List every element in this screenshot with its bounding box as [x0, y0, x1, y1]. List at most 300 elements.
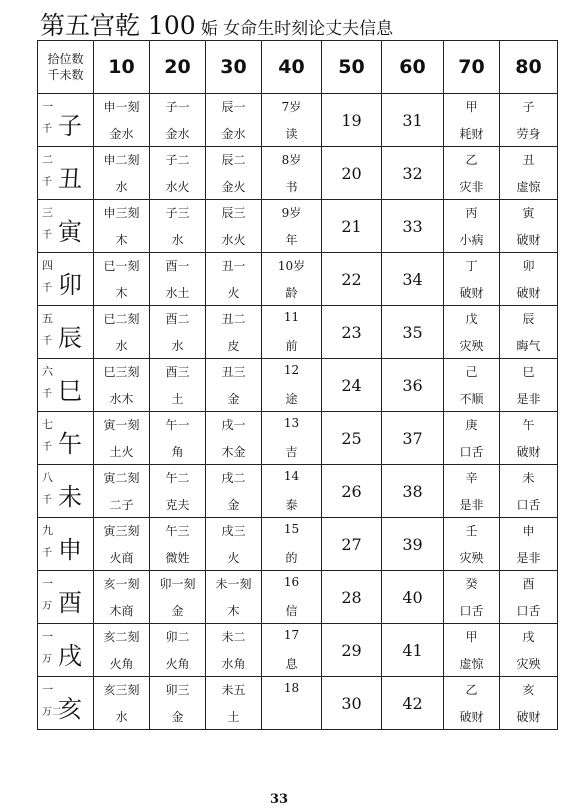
row-unit: 千	[42, 124, 52, 135]
cell-bottom: 火	[227, 286, 240, 300]
row-header	[38, 518, 94, 571]
row-number: 一	[42, 630, 53, 643]
cell-bottom: 金	[171, 604, 184, 618]
row-number: 四	[42, 259, 53, 272]
cell-top: 15	[283, 522, 300, 536]
corner-header: 拾位数 千未数	[38, 41, 94, 94]
cell-c50: 24	[322, 359, 382, 412]
row-unit: 千	[42, 177, 52, 188]
cell-bottom: 灾殃	[516, 657, 541, 671]
cell-top: 亥二刻	[103, 630, 140, 644]
cell-top: 辛	[465, 471, 478, 485]
cell-c60: 37	[382, 412, 444, 465]
cell-top: 戌一	[221, 418, 246, 432]
row-header	[38, 465, 94, 518]
cell-top: 甲	[465, 630, 478, 644]
cell-top: 戌三	[221, 524, 246, 538]
cell-top: 乙	[465, 153, 478, 167]
cell-c10	[94, 94, 150, 147]
row-number: 二	[42, 153, 53, 166]
cell-top: 申	[522, 524, 535, 538]
cell-bottom: 水土	[165, 286, 190, 300]
cell-c40	[262, 465, 322, 518]
cell-c30	[206, 624, 262, 677]
cell-top: 10岁	[277, 259, 306, 273]
cell-top: 亥	[522, 683, 535, 697]
cell-top: 辰三	[221, 206, 246, 220]
cell-top: 寅一刻	[103, 418, 140, 432]
cell-c10	[94, 571, 150, 624]
cell-c50: 28	[322, 571, 382, 624]
col-header: 40	[262, 41, 322, 94]
cell-c10	[94, 306, 150, 359]
cell-bottom: 水火	[165, 180, 190, 194]
cell-bottom: 灾非	[459, 180, 484, 194]
cell-c80	[500, 412, 558, 465]
cell-bottom: 木	[115, 286, 128, 300]
cell-top: 庚	[465, 418, 478, 432]
cell-bottom: 年	[285, 233, 298, 247]
table-row	[38, 412, 558, 465]
cell-bottom: 木	[115, 233, 128, 247]
cell-c50: 27	[322, 518, 382, 571]
cell-bottom: 木金	[221, 445, 246, 459]
cell-c20	[150, 571, 206, 624]
row-header	[38, 677, 94, 730]
cell-c60: 36	[382, 359, 444, 412]
cell-top: 午	[522, 418, 535, 432]
cell-c70	[444, 624, 500, 677]
cell-top: 酉二	[165, 312, 190, 326]
cell-bottom: 息	[285, 657, 298, 671]
cell-top: 申二刻	[103, 153, 140, 167]
row-branch: 卯	[58, 271, 82, 299]
cell-top: 午一	[165, 418, 190, 432]
row-header	[38, 306, 94, 359]
cell-bottom: 口舌	[459, 445, 484, 459]
cell-bottom: 晦气	[516, 339, 541, 353]
table-row	[38, 306, 558, 359]
cell-bottom: 水木	[109, 392, 134, 406]
cell-c10	[94, 518, 150, 571]
row-unit: 千	[42, 283, 52, 294]
cell-bottom: 土火	[109, 445, 134, 459]
cell-bottom: 龄	[285, 286, 298, 300]
row-header	[38, 624, 94, 677]
cell-c80	[500, 359, 558, 412]
cell-top: 辰	[522, 312, 535, 326]
row-branch: 未	[58, 483, 82, 511]
row-header	[38, 147, 94, 200]
cell-bottom: 是非	[459, 498, 484, 512]
row-branch: 辰	[58, 324, 82, 352]
cell-top: 已二刻	[103, 312, 140, 326]
cell-c80	[500, 94, 558, 147]
cell-top: 14	[283, 469, 300, 483]
cell-c50: 30	[322, 677, 382, 730]
cell-top: 午二	[165, 471, 190, 485]
cell-c50: 19	[322, 94, 382, 147]
cell-c50: 22	[322, 253, 382, 306]
cell-bottom: 信	[285, 604, 298, 618]
col-header: 70	[444, 41, 500, 94]
cell-c40	[262, 94, 322, 147]
cell-top: 7岁	[281, 100, 302, 114]
cell-c10	[94, 677, 150, 730]
row-unit: 千	[42, 442, 52, 453]
cell-top: 申一刻	[103, 100, 140, 114]
cell-c60: 35	[382, 306, 444, 359]
page-title	[40, 6, 393, 38]
row-number: 一	[42, 577, 53, 590]
cell-c40	[262, 412, 322, 465]
cell-top: 巳三刻	[103, 365, 140, 379]
cell-bottom: 书	[285, 180, 298, 194]
cell-c70	[444, 518, 500, 571]
row-number: 一	[42, 100, 53, 113]
cell-c70	[444, 94, 500, 147]
row-unit: 千	[42, 548, 52, 559]
cell-top: 癸	[465, 577, 478, 591]
cell-bottom: 金	[227, 498, 240, 512]
cell-c40	[262, 253, 322, 306]
cell-top: 己	[465, 365, 478, 379]
cell-c30	[206, 677, 262, 730]
cell-c60: 40	[382, 571, 444, 624]
cell-top: 辰二	[221, 153, 246, 167]
cell-top: 午三	[165, 524, 190, 538]
cell-top: 亥一刻	[103, 577, 140, 591]
cell-c60: 34	[382, 253, 444, 306]
cell-c60: 42	[382, 677, 444, 730]
cell-top: 卯二	[165, 630, 190, 644]
cell-bottom: 水	[171, 339, 184, 353]
cell-bottom: 水角	[221, 657, 246, 671]
cell-c10	[94, 253, 150, 306]
cell-bottom: 火角	[165, 657, 190, 671]
col-header: 80	[500, 41, 558, 94]
cell-c70	[444, 147, 500, 200]
cell-bottom: 木商	[109, 604, 134, 618]
cell-bottom: 读	[285, 127, 298, 141]
cell-bottom: 金	[171, 710, 184, 724]
cell-c80	[500, 253, 558, 306]
cell-bottom: 木	[227, 604, 240, 618]
cell-c70	[444, 412, 500, 465]
cell-c20	[150, 253, 206, 306]
cell-c70	[444, 200, 500, 253]
cell-top: 戌	[522, 630, 535, 644]
row-header	[38, 253, 94, 306]
cell-c80	[500, 624, 558, 677]
cell-c20	[150, 359, 206, 412]
cell-top: 酉	[522, 577, 535, 591]
col-header: 20	[150, 41, 206, 94]
cell-c10	[94, 359, 150, 412]
cell-bottom: 破财	[459, 710, 484, 724]
cell-top: 戌二	[221, 471, 246, 485]
cell-top: 酉三	[165, 365, 190, 379]
cell-top: 丑二	[221, 312, 246, 326]
cell-c30	[206, 200, 262, 253]
cell-c30	[206, 465, 262, 518]
cell-bottom: 虚惊	[516, 180, 541, 194]
row-header	[38, 571, 94, 624]
table-row	[38, 94, 558, 147]
row-unit: 千	[42, 389, 52, 400]
cell-c30	[206, 147, 262, 200]
cell-c20	[150, 147, 206, 200]
cell-top: 丑一	[221, 259, 246, 273]
cell-c50: 26	[322, 465, 382, 518]
row-header	[38, 200, 94, 253]
cell-c10	[94, 624, 150, 677]
cell-top: 11	[283, 310, 300, 324]
row-unit: 万二	[42, 707, 62, 718]
cell-c40	[262, 624, 322, 677]
cell-c10	[94, 200, 150, 253]
cell-top: 壬	[465, 524, 478, 538]
cell-c10	[94, 147, 150, 200]
row-number: 三	[42, 206, 53, 219]
cell-top: 丙	[465, 206, 478, 220]
cell-bottom: 劳身	[516, 127, 541, 141]
row-unit: 万	[42, 601, 52, 612]
row-branch: 戌	[58, 642, 82, 670]
cell-top: 申三刻	[103, 206, 140, 220]
row-number: 六	[42, 365, 53, 378]
cell-c50: 21	[322, 200, 382, 253]
row-branch: 丑	[58, 165, 82, 193]
cell-bottom: 微姓	[165, 551, 190, 565]
cell-top: 酉一	[165, 259, 190, 273]
cell-bottom: 水	[171, 233, 184, 247]
cell-top: 丁	[465, 259, 478, 273]
cell-bottom: 吉	[285, 445, 298, 459]
cell-top: 寅	[522, 206, 535, 220]
cell-c10	[94, 465, 150, 518]
cell-top: 亥三刻	[103, 683, 140, 697]
cell-top: 寅二刻	[103, 471, 140, 485]
cell-c20	[150, 518, 206, 571]
cell-c30	[206, 571, 262, 624]
cell-top: 戊	[465, 312, 478, 326]
cell-c80	[500, 306, 558, 359]
hexagram-table	[37, 40, 558, 730]
cell-bottom: 破财	[516, 286, 541, 300]
cell-c30	[206, 253, 262, 306]
cell-top: 9岁	[281, 206, 302, 220]
cell-c20	[150, 200, 206, 253]
cell-top: 乙	[465, 683, 478, 697]
page-number: 33	[270, 792, 289, 807]
cell-bottom: 耗财	[459, 127, 484, 141]
table-row	[38, 571, 558, 624]
cell-top: 16	[283, 575, 300, 589]
cell-bottom: 金	[227, 392, 240, 406]
cell-c80	[500, 518, 558, 571]
cell-top: 卯一刻	[159, 577, 196, 591]
row-branch: 酉	[58, 589, 82, 617]
cell-top: 子二	[165, 153, 190, 167]
row-number: 五	[42, 312, 53, 325]
table-row	[38, 147, 558, 200]
cell-c80	[500, 677, 558, 730]
cell-bottom: 火	[227, 551, 240, 565]
cell-bottom: 破财	[459, 286, 484, 300]
title-main: 第五宫乾 100	[40, 11, 196, 40]
cell-bottom: 二子	[109, 498, 134, 512]
cell-bottom: 金水	[165, 127, 190, 141]
cell-bottom: 金水	[109, 127, 134, 141]
cell-c40	[262, 306, 322, 359]
table-row	[38, 677, 558, 730]
cell-bottom: 灾殃	[459, 339, 484, 353]
cell-top: 子	[522, 100, 535, 114]
header-row	[38, 41, 558, 94]
row-branch: 巳	[58, 377, 82, 405]
table-row	[38, 624, 558, 677]
cell-top: 丑三	[221, 365, 246, 379]
cell-bottom: 金火	[221, 180, 246, 194]
row-number: 九	[42, 524, 53, 537]
cell-c60: 38	[382, 465, 444, 518]
cell-c60: 31	[382, 94, 444, 147]
cell-c40	[262, 518, 322, 571]
row-branch: 亥	[58, 695, 82, 723]
cell-c70	[444, 306, 500, 359]
row-branch: 午	[58, 430, 82, 458]
cell-c60: 33	[382, 200, 444, 253]
cell-c80	[500, 147, 558, 200]
cell-bottom: 土	[227, 710, 240, 724]
row-branch: 子	[58, 112, 82, 140]
cell-bottom: 口舌	[516, 498, 541, 512]
cell-c40	[262, 359, 322, 412]
cell-bottom: 水火	[221, 233, 246, 247]
row-unit: 千	[42, 336, 52, 347]
cell-bottom: 小病	[459, 233, 484, 247]
cell-c50: 23	[322, 306, 382, 359]
row-unit: 千	[42, 495, 52, 506]
cell-bottom: 不顺	[459, 392, 484, 406]
cell-c40	[262, 147, 322, 200]
table-row	[38, 518, 558, 571]
table-row	[38, 465, 558, 518]
cell-top: 未二	[221, 630, 246, 644]
cell-c60: 32	[382, 147, 444, 200]
cell-top: 已一刻	[103, 259, 140, 273]
cell-c20	[150, 465, 206, 518]
cell-c20	[150, 624, 206, 677]
row-header	[38, 94, 94, 147]
cell-bottom: 泰	[285, 498, 298, 512]
cell-bottom: 水	[115, 180, 128, 194]
cell-bottom: 克夫	[165, 498, 190, 512]
row-unit: 万	[42, 654, 52, 665]
cell-bottom: 途	[285, 392, 298, 406]
table-row	[38, 253, 558, 306]
cell-bottom: 破财	[516, 445, 541, 459]
cell-top: 甲	[465, 100, 478, 114]
cell-top: 卯	[522, 259, 535, 273]
cell-bottom: 是非	[516, 551, 541, 565]
cell-c30	[206, 412, 262, 465]
cell-top: 寅三刻	[103, 524, 140, 538]
row-branch: 申	[58, 536, 82, 564]
cell-top: 子一	[165, 100, 190, 114]
row-header	[38, 412, 94, 465]
row-branch: 寅	[58, 218, 82, 246]
cell-bottom: 破财	[516, 233, 541, 247]
col-header: 50	[322, 41, 382, 94]
cell-top: 丑	[522, 153, 535, 167]
table-row	[38, 200, 558, 253]
cell-top: 18	[283, 681, 300, 695]
cell-bottom: 虚惊	[459, 657, 484, 671]
cell-c60: 39	[382, 518, 444, 571]
cell-top: 辰一	[221, 100, 246, 114]
cell-bottom: 是非	[516, 392, 541, 406]
cell-c70	[444, 465, 500, 518]
cell-c70	[444, 571, 500, 624]
cell-top: 子三	[165, 206, 190, 220]
row-unit: 千	[42, 230, 52, 241]
cell-bottom: 破财	[516, 710, 541, 724]
cell-top: 8岁	[281, 153, 302, 167]
cell-bottom: 的	[285, 551, 298, 565]
cell-bottom: 角	[171, 445, 184, 459]
cell-c10	[94, 412, 150, 465]
cell-c20	[150, 94, 206, 147]
cell-top: 17	[283, 628, 300, 642]
cell-c50: 20	[322, 147, 382, 200]
row-header	[38, 359, 94, 412]
cell-bottom: 火角	[109, 657, 134, 671]
cell-c60: 41	[382, 624, 444, 677]
cell-c80	[500, 200, 558, 253]
cell-top: 12	[283, 363, 300, 377]
cell-c30	[206, 359, 262, 412]
cell-c40	[262, 200, 322, 253]
cell-bottom: 皮	[227, 339, 240, 353]
col-header: 30	[206, 41, 262, 94]
cell-bottom: 前	[285, 339, 298, 353]
cell-c70	[444, 253, 500, 306]
col-header: 60	[382, 41, 444, 94]
cell-c70	[444, 677, 500, 730]
cell-bottom: 水	[115, 710, 128, 724]
cell-c20	[150, 412, 206, 465]
cell-bottom: 水	[115, 339, 128, 353]
cell-top: 巳	[522, 365, 535, 379]
cell-bottom: 火商	[109, 551, 134, 565]
cell-c50: 25	[322, 412, 382, 465]
table-row	[38, 359, 558, 412]
row-number: 八	[42, 471, 53, 484]
cell-bottom: 口舌	[516, 604, 541, 618]
col-header: 10	[94, 41, 150, 94]
row-number: 七	[42, 418, 53, 431]
title-sub: 姤 女命生时刻论丈夫信息	[200, 19, 394, 39]
cell-c20	[150, 306, 206, 359]
cell-bottom: 口舌	[459, 604, 484, 618]
cell-c50: 29	[322, 624, 382, 677]
cell-top: 13	[283, 416, 300, 430]
row-number: 一	[42, 683, 53, 696]
cell-c40	[262, 571, 322, 624]
cell-top: 未	[522, 471, 535, 485]
